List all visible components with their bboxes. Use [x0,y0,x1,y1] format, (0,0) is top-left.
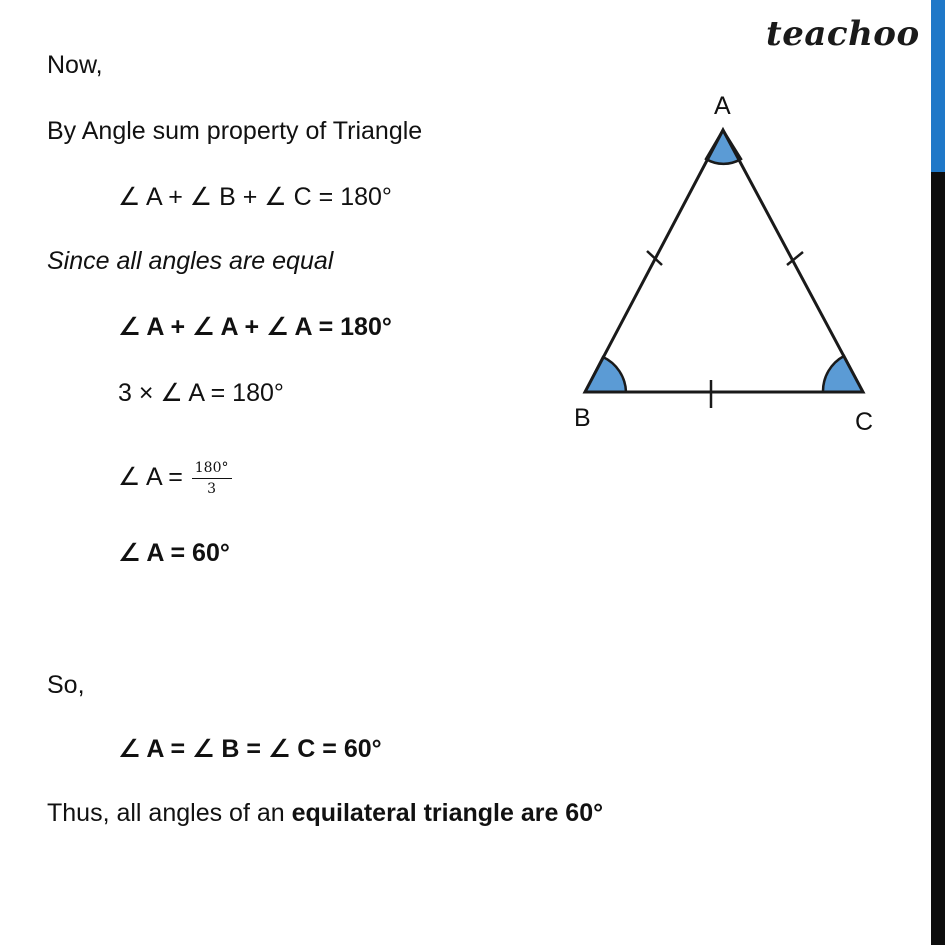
conclusion-prefix: Thus, all angles of an [47,799,292,827]
equation-result: ∠ A = 60° [118,539,230,567]
equation-three-a: 3 × ∠ A = 180° [118,379,284,407]
text-so: So, [47,671,85,699]
angle-c-wedge [823,356,863,392]
text-property: By Angle sum property of Triangle [47,117,423,145]
teachoo-logo: teachoo [766,14,920,54]
fraction-denominator: 3 [207,481,217,497]
angle-b-wedge [585,357,626,392]
equation-fraction-prefix: ∠ A = [118,463,190,492]
triangle-outline [585,130,863,392]
vertex-label-b: B [574,404,591,432]
text-since-equal: Since all angles are equal [47,247,334,275]
angle-a-wedge [706,130,741,164]
vertex-label-c: C [855,408,874,436]
equation-substitution: ∠ A + ∠ A + ∠ A = 180° [118,313,392,341]
conclusion-bold: equilateral triangle are 60° [291,799,604,827]
fraction-numerator: 180° [192,460,232,479]
equation-all-equal: ∠ A = ∠ B = ∠ C = 60° [118,735,382,763]
equation-angle-sum: ∠ A + ∠ B + ∠ C = 180° [118,183,392,211]
text-now: Now, [47,51,103,79]
vertex-label-a: A [714,92,731,120]
